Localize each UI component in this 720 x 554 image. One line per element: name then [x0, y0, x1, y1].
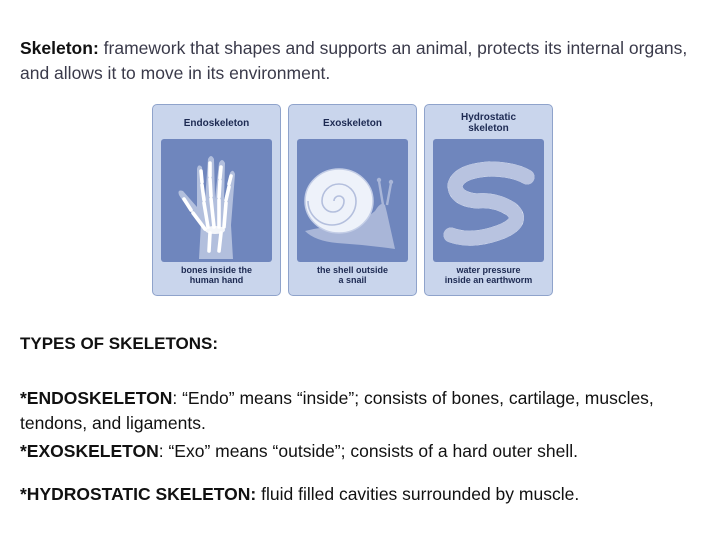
- earthworm-icon: [433, 139, 544, 262]
- exoskeleton-definition: [20, 439, 710, 464]
- skeleton-types-illustration: [152, 104, 552, 296]
- skeletal-hand-icon: [161, 139, 272, 262]
- endoskeleton-term: *ENDOSKELETON: [20, 388, 173, 408]
- hydrostatic-skeleton-description: fluid filled cavities surrounded by muscle.: [256, 484, 580, 504]
- exoskeleton-description: : “Exo” means “outside”; consists of a hard outer shell.: [158, 441, 578, 461]
- hydrostatic-skeleton-title: Hydrostatic skeleton: [460, 112, 516, 134]
- skeleton-description: framework that shapes and supports an animal, protects its internal organs, and allows it to move in its environment.: [20, 38, 688, 83]
- exoskeleton-card: [288, 104, 417, 296]
- exoskeleton-term: *EXOSKELETON: [20, 441, 159, 461]
- hydrostatic-skeleton-term: *HYDROSTATIC SKELETON:: [20, 484, 257, 504]
- endoskeleton-description: : “Endo” means “inside”; consists of bones, cartilage, muscles, tendons, and ligaments.: [20, 388, 654, 433]
- snail-icon: [297, 139, 408, 262]
- hydrostatic-skeleton-definition: [20, 482, 710, 507]
- endoskeleton-caption: bones inside the human hand: [180, 265, 252, 285]
- hydrostatic-skeleton-caption: water pressure inside an earthworm: [444, 265, 533, 285]
- hydrostatic-skeleton-card: [424, 104, 553, 296]
- endoskeleton-definition: [20, 386, 710, 436]
- skeleton-definition: [20, 36, 710, 86]
- endoskeleton-title: Endoskeleton: [183, 118, 250, 129]
- skeleton-term: Skeleton:: [20, 38, 99, 58]
- types-of-skeletons-heading: TYPES OF SKELETONS:: [20, 334, 219, 353]
- exoskeleton-caption: the shell outside a snail: [316, 265, 388, 285]
- exoskeleton-title: Exoskeleton: [323, 118, 382, 129]
- endoskeleton-card: [152, 104, 281, 296]
